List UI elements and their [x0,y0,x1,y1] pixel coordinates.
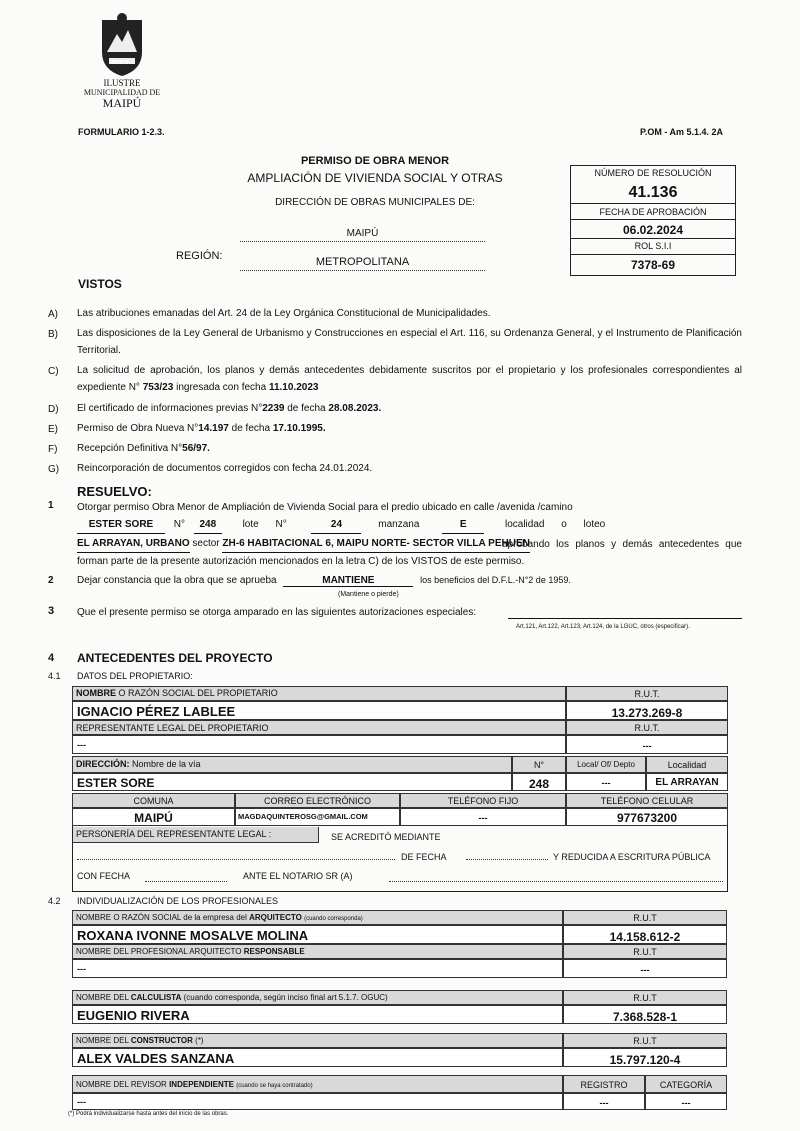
personeria-box [72,826,728,892]
vistos-text: Reincorporación de documentos corregidos con fecha 24.01.2024. [77,463,373,474]
address-label-bold: DIRECCIÓN: [76,759,130,769]
arq-resp-name: --- [72,959,563,978]
lote-label: lote N° [242,519,287,530]
item3-note: Art.121, Art.122, Art.123, Art.124, de la LGUC, otros (especificar). [516,624,690,630]
vistos-heading: VISTOS [78,277,122,291]
comuna-value: MAIPÚ [72,808,235,826]
vistos-text: La solicitud de aprobación, los planos y demás antecedentes debidamente suscritos por el propietario y los profesionales correspondientes al expediente N° [77,365,742,393]
antecedentes-heading: ANTECEDENTES DEL PROYECTO [77,651,273,665]
calc-rut-label: R.U.T [563,990,727,1005]
rep-rut-label: R.U.T. [566,720,728,735]
vistos-letter: E) [48,424,58,435]
rev-label-cell [72,1075,563,1093]
address-number: 248 [512,773,566,791]
item-number: 1 [48,500,54,511]
vistos-mid: de fecha [287,403,326,414]
cons-rut: 15.797.120-4 [563,1048,727,1067]
professionals-section-label: INDIVIDUALIZACIÓN DE LOS PROFESIONALES [77,896,279,906]
manzana-value: E [442,516,484,534]
personeria-label: PERSONERÍA DEL REPRESENTANTE LEGAL : [73,827,319,843]
cip-number: 2239 [262,403,285,414]
arq-label-note: (cuando corresponda) [304,916,363,922]
vistos-mid: ingresada con fecha [176,382,267,393]
number-value: 248 [194,516,222,534]
sector-label: sector [192,538,220,549]
street-value: ESTER SORE [77,516,165,534]
rol-label: ROL S.I.I [634,241,672,251]
rev-cat-label: CATEGORÍA [645,1075,727,1093]
resuelvo-intro: Otorgar permiso Obra Menor de Ampliación de Vivienda Social para el predio ubicado en calle /avenida /camino [77,502,573,513]
address-label-cell [72,756,512,773]
owner-name-label-bold: NOMBRE [76,688,116,698]
calc-rut: 7.368.528-1 [563,1005,727,1024]
localidad-value: EL ARRAYAN, URBANO [77,535,190,553]
item2-note: (Mantiene o pierde) [338,591,399,598]
localidad-label: Localidad [646,756,728,773]
vistos-letter: F) [48,444,58,455]
address-local: --- [566,773,646,791]
section-number: 4.2 [48,896,61,906]
vistos-text: Las disposiciones de la Ley General de Urbanismo y Construcciones en especial el Art. 116, su Ordenanza General, y el Instrumento de Planificación Territorial. [77,328,742,356]
emblem-text: MAIPU [112,60,129,66]
page-subtitle: AMPLIACIÓN DE VIVIENDA SOCIAL Y OTRAS [247,171,503,185]
resuelvo-item1 [77,499,742,570]
resolution-number: 41.136 [628,184,678,201]
municipality-field: MAIPÚ [240,228,485,242]
owner-name: IGNACIO PÉREZ LABLEE [72,701,566,720]
logo-line3: MAIPÚ [102,96,142,110]
calc-name: EUGENIO RIVERA [72,1005,563,1024]
arq-resp-label-cell [72,944,563,959]
arq-rut: 14.158.612-2 [563,925,727,944]
approval-date-label: FECHA DE APROBACIÓN [599,207,707,217]
mobile-label: TELÉFONO CELULAR [566,793,728,808]
vistos-item-d [77,400,742,417]
address-label: Nombre de la vía [132,759,201,769]
comuna-label: COMUNA [72,793,235,808]
item2-pre: Dejar constancia que la obra que se aprueba [77,575,277,586]
rev-label-note: (cuando se haya contratado) [236,1083,313,1089]
cons-label-cell [72,1033,563,1048]
resuelvo-after: aprobando los planos y demás antecedentes que forman parte de la presente autorización mencionados en la letra C) de los VISTOS de este permiso. [77,539,742,567]
email-value: MAGDAQUINTEROSG@GMAIL.COM [235,808,400,826]
arq-resp-pre: NOMBRE DEL PROFESIONAL ARQUITECTO [76,947,242,956]
owner-name-label: O RAZÓN SOCIAL DEL PROPIETARIO [118,688,278,698]
owner-rut: 13.273.269-8 [566,701,728,720]
n-label: N° [512,756,566,773]
arq-resp-rut-label: R.U.T [563,944,727,959]
cons-rut-label: R.U.T [563,1033,727,1048]
item-number: 3 [48,605,55,617]
local-label: Local/ Of/ Depto [566,756,646,773]
rev-reg: --- [563,1093,645,1110]
approval-date: 06.02.2024 [622,223,684,237]
footnote: (*) Podrá individualizarse hasta antes del inicio de las obras. [68,1111,229,1117]
dom-label: DIRECCIÓN DE OBRAS MUNICIPALES DE: [275,197,475,208]
owner-section-label: DATOS DEL PROPIETARIO: [77,671,193,681]
owner-name-label-cell [72,686,566,701]
region-field: METROPOLITANA [240,256,485,271]
section-number: 4 [48,652,55,664]
vistos-item-e [77,420,742,437]
logo-line2: MUNICIPALIDAD DE [83,88,161,97]
form-code: FORMULARIO 1-2.3. [78,127,165,137]
vistos-letter: A) [48,309,58,320]
calc-label-pre: NOMBRE DEL [76,993,129,1002]
owner-rut-label: R.U.T. [566,686,728,701]
permit-number: 14.197 [198,423,229,434]
address-localidad: EL ARRAYAN [646,773,728,791]
rev-label-bold: INDEPENDIENTE [169,1080,234,1089]
vistos-text: El certificado de informaciones previas N° [77,403,263,414]
rep-label: REPRESENTANTE LEGAL DEL PROPIETARIO [72,720,566,735]
lote-value: 24 [311,516,361,534]
cip-date: 28.08.2023. [328,403,382,414]
cons-label-bold: CONSTRUCTOR [130,1036,193,1045]
rep-name: --- [72,735,566,754]
calc-label-bold: CALCULISTA [130,993,182,1002]
resolution-box [570,165,736,276]
de-fecha-label: DE FECHA [401,852,447,862]
rep-rut: --- [566,735,728,754]
vistos-item-f [77,440,742,457]
resuelvo-item2 [77,575,571,587]
permit-date: 17.10.1995. [272,423,326,434]
cons-label-post: (*) [195,1036,204,1045]
calc-label-cell [72,990,563,1005]
mobile-value: 977673200 [566,808,728,826]
item2-post: los beneficios del D.F.L.-N°2 de 1959. [420,575,571,585]
vistos-letter: C) [48,366,59,377]
arq-label-bold: ARQUITECTO [249,913,302,922]
arq-resp-bold: RESPONSABLE [243,947,305,956]
expediente-date: 11.10.2023 [268,382,319,393]
address-street: ESTER SORE [72,773,512,791]
localidad-label: localidad o loteo [504,519,606,530]
cons-name: ALEX VALDES SANZANA [72,1048,563,1067]
vistos-text: Las atribuciones emanadas del Art. 24 de la Ley Orgánica Constitucional de Municipalidades. [77,308,491,319]
rev-reg-label: REGISTRO [563,1075,645,1093]
arq-resp-rut: --- [563,959,727,978]
reception-number: 56/97. [182,443,210,454]
dfl-status: MANTIENE [283,575,413,587]
rev-cat: --- [645,1093,727,1110]
arq-rut-label: R.U.T [563,910,727,925]
section-number: 4.1 [48,671,61,681]
notario-label: ANTE EL NOTARIO SR (A) [243,871,353,881]
calc-label-post: (cuando corresponda, según inciso final art 5.1.7. OGUC) [183,993,388,1002]
arq-label-cell [72,910,563,925]
resuelvo-heading: RESUELVO: [77,484,152,499]
vistos-text: Permiso de Obra Nueva N° [77,423,199,434]
item-number: 2 [48,575,54,586]
vistos-item-c [77,362,742,396]
expediente-number: 753/23 [142,382,174,393]
form-ref: P.OM - Am 5.1.4. 2A [640,127,724,137]
page-title: PERMISO DE OBRA MENOR [300,155,450,167]
vistos-text: Recepción Definitiva N° [77,443,183,454]
vistos-mid: de fecha [231,423,271,434]
rol-value: 7378-69 [630,258,676,272]
reducida-label: Y REDUCIDA A ESCRITURA PÚBLICA [553,852,711,862]
rev-name: --- [72,1093,563,1110]
resolution-number-label: NÚMERO DE RESOLUCIÓN [594,168,712,178]
arq-name: ROXANA IVONNE MOSALVE MOLINA [72,925,563,944]
acredito-label: SE ACREDITÓ MEDIANTE [331,832,441,842]
arq-label-pre: NOMBRE O RAZÓN SOCIAL de la empresa del [76,913,247,922]
manzana-label: manzana [378,519,420,530]
phone-label: TELÉFONO FIJO [400,793,566,808]
con-fecha-label: CON FECHA [77,871,131,881]
vistos-letter: G) [48,464,60,475]
municipality-logo [82,12,162,122]
n-label: N° [173,519,186,530]
sector-value: ZH-6 HABITACIONAL 6, MAIPU NORTE- SECTOR VILLA PEHUEN [222,535,529,553]
cons-label-pre: NOMBRE DEL [76,1036,129,1045]
email-label: CORREO ELECTRÓNICO [235,793,400,808]
rev-label-pre: NOMBRE DEL REVISOR [76,1080,167,1089]
maipu-emblem-icon [97,12,147,78]
phone-value: --- [400,808,566,826]
region-label: REGIÓN: [176,250,223,262]
vistos-letter: B) [48,329,58,340]
logo-line1: ILUSTRE [103,78,141,88]
item3-text: Que el presente permiso se otorga amparado en las siguientes autorizaciones especiales: [77,607,477,618]
vistos-letter: D) [48,404,59,415]
